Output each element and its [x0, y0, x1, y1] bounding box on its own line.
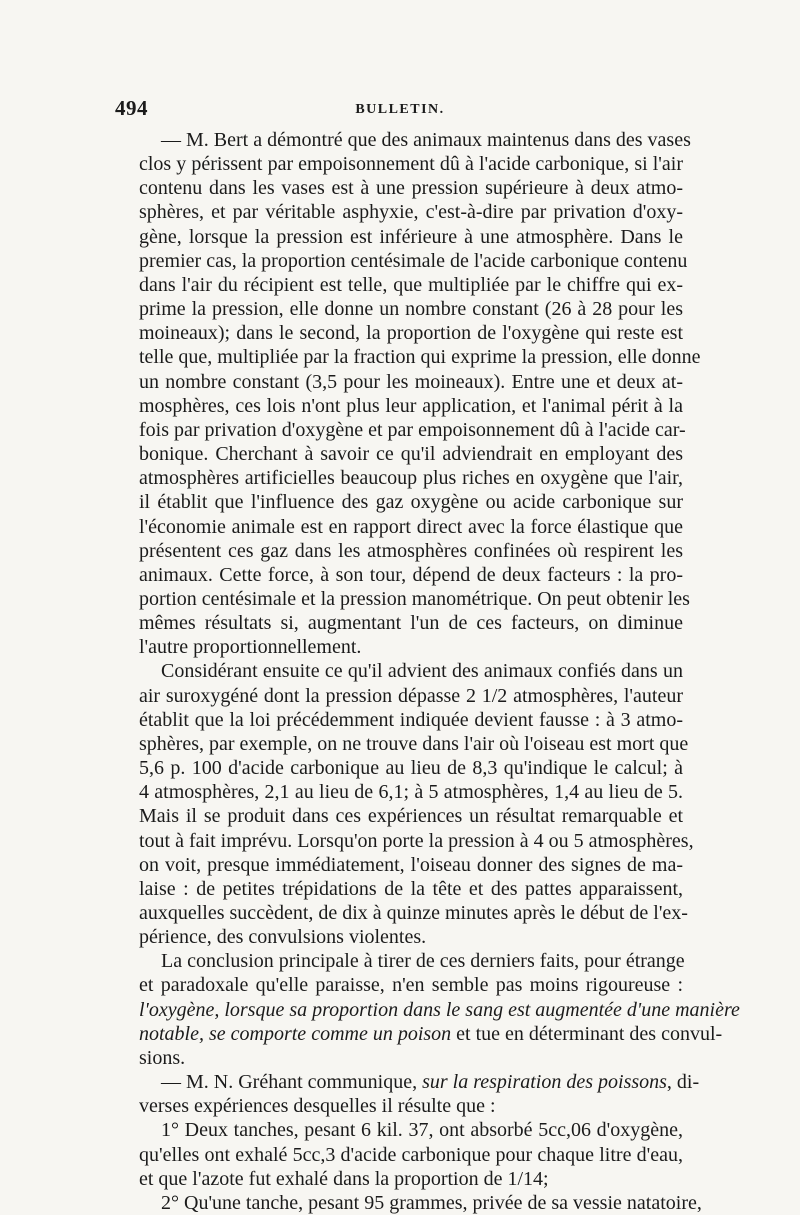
- text-line: l'économie animale est en rapport direct avec la force élastique que: [139, 515, 683, 538]
- text-line: mosphères, ces lois n'ont plus leur application, et l'animal périt à la: [139, 394, 683, 417]
- text-line: auxquelles succèdent, de dix à quinze minutes après le début de l'ex-: [139, 902, 688, 924]
- text-line: verses expériences desquelles il résulte que :: [139, 1095, 496, 1118]
- italic-conclusion: notable, se comporte comme un poison: [139, 1022, 452, 1045]
- text-line: établit que la loi précédemment indiquée devient fausse : à 3 atmo-: [139, 708, 683, 731]
- text-line: clos y périssent par empoisonnement dû à l'acide carbonique, si l'air: [139, 153, 683, 176]
- italic-title: sur la respiration des poissons: [422, 1071, 667, 1094]
- text-line: qu'elles ont exhalé 5cc,3 d'acide carbonique pour chaque litre d'eau,: [139, 1143, 683, 1166]
- text-line: [117, 1022, 723, 1046]
- paragraph-suroxygene: [117, 659, 694, 949]
- text-line: premier cas, la proportion centésimale de l'acide carbonique contenu: [139, 249, 688, 272]
- text-line: gène, lorsque la pression est inférieure à une atmosphère. Dans le: [139, 225, 683, 248]
- text-line: sions.: [139, 1046, 186, 1069]
- text-line: La conclusion principale à tirer de ces derniers faits, pour étrange: [161, 950, 685, 973]
- running-head: BULLETIN.: [355, 102, 445, 117]
- text-line: l'autre proportionnellement.: [139, 636, 362, 659]
- text-line: — M. Bert a démontré que des animaux maintenus dans des vases: [161, 129, 691, 151]
- text-line: Mais il se produit dans ces expériences un résultat remarquable et: [139, 805, 683, 828]
- text-line: présentent ces gaz dans les atmosphères confinées où respirent les: [139, 539, 683, 562]
- text-line: [117, 1070, 700, 1094]
- text-line: 2° Qu'une tanche, pesant 95 grammes, privée de sa vessie natatoire,: [161, 1191, 702, 1214]
- text-line: laise : de petites trépidations de la tête et des pattes apparaissent,: [139, 877, 683, 900]
- text-line: 5,6 p. 100 d'acide carbonique au lieu de 8,3 qu'indique le calcul; à: [139, 757, 683, 780]
- text-line: dans l'air du récipient est telle, que multipliée par le chiffre qui ex-: [139, 273, 683, 296]
- text-line: portion centésimale et la pression manométrique. On peut obtenir les: [139, 587, 690, 610]
- text-line: et que l'azote fut exhalé dans la proportion de 1/14;: [139, 1167, 549, 1190]
- paragraph-conclusion: [117, 949, 740, 1070]
- text-line: [117, 998, 740, 1022]
- text-fragment: — M. N. Gréhant communique,: [161, 1071, 423, 1094]
- book-page: [115, 96, 740, 1215]
- text-line: prime la pression, elle donne un nombre constant (26 à 28 pour les: [139, 298, 683, 321]
- text-line: bonique. Cherchant à savoir ce qu'il adviendrait en employant des: [139, 443, 683, 466]
- text-line: un nombre constant (3,5 pour les moineaux). Entre une et deux at-: [139, 370, 683, 393]
- text-line: sphères, par exemple, on ne trouve dans l'air où l'oiseau est mort que: [139, 732, 689, 755]
- text-line: telle que, multipliée par la fraction qui exprime la pression, elle donne: [139, 346, 701, 369]
- paragraph-grehant: [117, 1070, 700, 1118]
- page-number: 494: [115, 96, 148, 120]
- text-line: périence, des convulsions violentes.: [139, 926, 427, 949]
- text-line: animaux. Cette force, à son tour, dépend de deux facteurs : la pro-: [139, 563, 683, 586]
- text-line: 1° Deux tanches, pesant 6 kil. 37, ont absorbé 5cc,06 d'oxygène,: [161, 1119, 683, 1142]
- text-line: fois par privation d'oxygène et par empoisonnement dû à l'acide car-: [139, 418, 686, 441]
- text-line: on voit, presque immédiatement, l'oiseau donner des signes de ma-: [139, 853, 683, 876]
- text-fragment: et tue en déterminant des convul-: [451, 1022, 723, 1045]
- text-fragment: , di-: [666, 1071, 700, 1094]
- text-line: 4 atmosphères, 2,1 au lieu de 6,1; à 5 atmosphères, 1,4 au lieu de 5.: [139, 781, 683, 804]
- text-line: mêmes résultats si, augmentant l'un de ces facteurs, on diminue: [139, 612, 683, 635]
- italic-conclusion: l'oxygène, lorsque sa proportion dans le sang est augmentée d'une manière: [139, 998, 740, 1021]
- text-line: tout à fait imprévu. Lorsqu'on porte la pression à 4 ou 5 atmosphères,: [139, 829, 694, 852]
- paragraph-item-2: [117, 1191, 702, 1215]
- text-line: moineaux); dans le second, la proportion de l'oxygène qui reste est: [139, 322, 683, 345]
- text-line: sphères, et par véritable asphyxie, c'est-à-dire par privation d'oxy-: [139, 201, 683, 224]
- paragraph-bert: [117, 128, 701, 659]
- text-line: il établit que l'influence des gaz oxygène ou acide carbonique sur: [139, 491, 683, 514]
- text-line: et paradoxale qu'elle paraisse, n'en semble pas moins rigoureuse :: [139, 974, 683, 997]
- text-line: Considérant ensuite ce qu'il advient des animaux confiés dans un: [161, 660, 683, 683]
- text-line: air suroxygéné dont la pression dépasse 2 1/2 atmosphères, l'auteur: [139, 684, 683, 707]
- text-line: atmosphères artificielles beaucoup plus riches en oxygène que l'air,: [139, 467, 683, 490]
- paragraph-item-1: [117, 1118, 683, 1190]
- text-line: contenu dans les vases est à une pression supérieure à deux atmo-: [139, 177, 683, 200]
- page-header: [117, 96, 683, 128]
- body-text: [117, 128, 740, 1215]
